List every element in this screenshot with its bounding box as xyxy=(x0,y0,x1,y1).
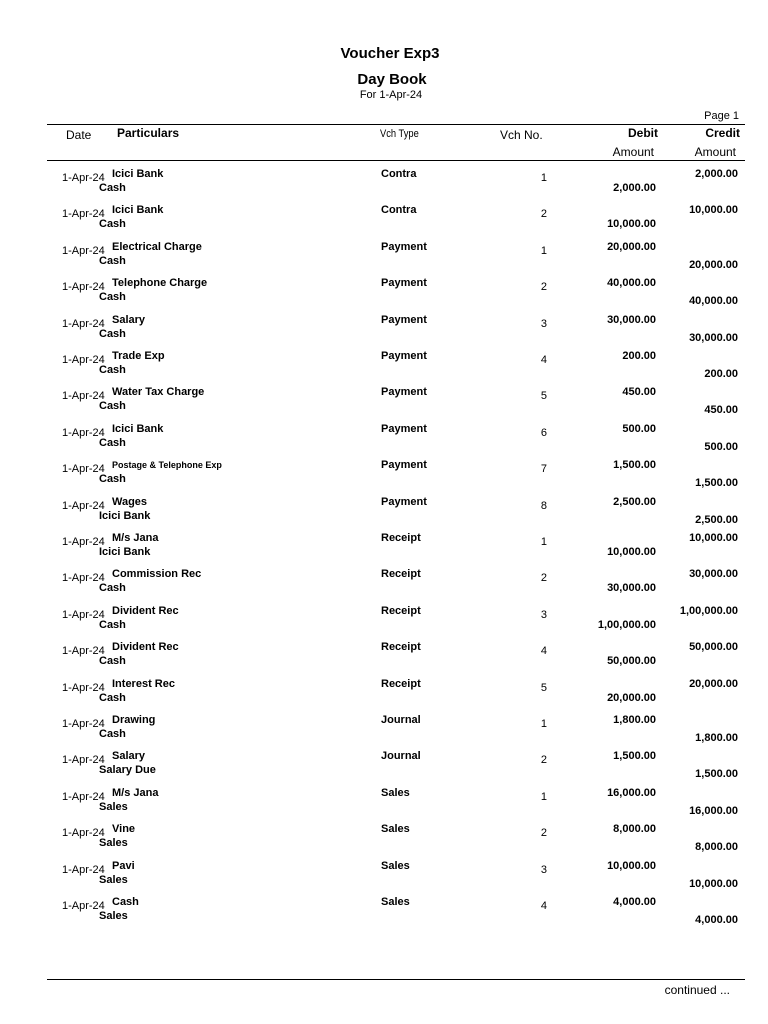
entry-vch-no: 4 xyxy=(540,900,547,912)
entry-date: 1-Apr-24 xyxy=(62,827,105,840)
entry-vch-type: Payment xyxy=(381,386,427,399)
entry-contra-account: Cash xyxy=(99,218,126,231)
voucher-entry xyxy=(0,384,768,420)
entry-debit: 500.00 xyxy=(622,422,656,435)
entry-debit: 1,500.00 xyxy=(613,459,656,472)
footer-rule xyxy=(47,979,745,980)
entry-vch-type: Receipt xyxy=(381,568,421,581)
voucher-entry xyxy=(0,457,768,493)
entry-vch-no: 2 xyxy=(540,827,547,840)
entry-credit: 10,000.00 xyxy=(689,204,738,217)
report-period: For 1-Apr-24 xyxy=(359,89,423,101)
entry-vch-type: Payment xyxy=(381,459,427,472)
col-vch-type-header: Vch Type xyxy=(380,128,419,140)
entry-date: 1-Apr-24 xyxy=(62,208,105,221)
entry-contra-account: Cash xyxy=(99,436,126,449)
entry-date: 1-Apr-24 xyxy=(62,536,105,548)
entry-vch-no: 1 xyxy=(540,536,547,548)
entry-vch-no: 4 xyxy=(540,354,547,366)
entry-debit: 8,000.00 xyxy=(613,823,656,836)
entry-date: 1-Apr-24 xyxy=(62,900,105,912)
voucher-entry xyxy=(0,566,768,602)
entry-date: 1-Apr-24 xyxy=(62,426,105,439)
voucher-entry xyxy=(0,785,768,821)
entry-account: Postage & Telephone Exp xyxy=(112,460,222,471)
entry-contra-credit: 10,000.00 xyxy=(689,877,738,890)
entry-account: Salary xyxy=(112,313,146,326)
voucher-entry xyxy=(0,894,768,930)
entry-debit: 4,000.00 xyxy=(613,896,656,908)
entry-debit: 450.00 xyxy=(622,386,656,399)
entry-contra-credit: 20,000.00 xyxy=(689,258,738,271)
entry-contra-credit: 30,000.00 xyxy=(689,331,738,344)
entry-contra-account: Cash xyxy=(99,582,126,595)
report-title: Day Book xyxy=(357,71,427,88)
entry-contra-account: Sales xyxy=(99,837,128,850)
voucher-entry xyxy=(0,202,768,238)
entry-vch-type: Receipt xyxy=(381,677,421,690)
entry-vch-no: 3 xyxy=(540,317,547,330)
entry-account: Trade Exp xyxy=(112,350,165,362)
entry-vch-type: Receipt xyxy=(381,532,421,544)
entry-account: Cash xyxy=(112,896,139,908)
entry-vch-type: Receipt xyxy=(381,604,421,617)
entry-date: 1-Apr-24 xyxy=(62,754,105,767)
entry-contra-debit: 50,000.00 xyxy=(607,655,656,668)
entry-vch-type: Payment xyxy=(381,313,427,326)
voucher-entry xyxy=(0,639,768,675)
entry-date: 1-Apr-24 xyxy=(62,681,105,694)
entry-account: Pavi xyxy=(112,859,135,872)
entry-contra-debit: 2,000.00 xyxy=(613,182,656,194)
col-credit-subheader: Amount xyxy=(694,145,736,159)
voucher-entry xyxy=(0,312,768,348)
entry-contra-debit: 1,00,000.00 xyxy=(597,618,656,631)
page-number: Page 1 xyxy=(704,110,739,122)
voucher-entry xyxy=(0,421,768,457)
entry-contra-account: Cash xyxy=(99,400,126,413)
entry-contra-debit: 10,000.00 xyxy=(607,218,656,231)
entry-debit: 2,500.00 xyxy=(613,495,656,508)
entry-contra-account: Cash xyxy=(99,291,126,304)
entry-account: M/s Jana xyxy=(112,532,159,544)
entry-vch-type: Sales xyxy=(381,786,410,799)
entry-contra-account: Icici Bank xyxy=(99,546,151,558)
entry-vch-type: Payment xyxy=(381,350,427,362)
entry-contra-credit: 500.00 xyxy=(704,440,738,453)
entry-credit: 50,000.00 xyxy=(689,641,738,654)
entry-contra-account: Cash xyxy=(99,691,126,704)
entry-date: 1-Apr-24 xyxy=(62,608,105,621)
entry-vch-type: Sales xyxy=(381,859,410,872)
entry-account: Telephone Charge xyxy=(112,277,208,290)
entry-date: 1-Apr-24 xyxy=(62,390,105,403)
entry-account: Commission Rec xyxy=(112,568,202,581)
entry-account: Electrical Charge xyxy=(112,240,202,253)
entry-contra-account: Sales xyxy=(99,800,128,813)
entry-vch-type: Journal xyxy=(381,714,421,726)
entry-vch-no: 4 xyxy=(540,645,547,658)
voucher-entry xyxy=(0,166,768,202)
entry-date: 1-Apr-24 xyxy=(62,790,105,803)
entry-debit: 16,000.00 xyxy=(607,786,656,799)
entry-date: 1-Apr-24 xyxy=(62,863,105,876)
entry-vch-no: 2 xyxy=(540,572,547,585)
entry-date: 1-Apr-24 xyxy=(62,244,105,257)
header-top-rule xyxy=(47,124,745,125)
entry-contra-account: Cash xyxy=(99,728,126,740)
entry-date: 1-Apr-24 xyxy=(62,463,105,476)
continued-note: continued ... xyxy=(664,983,730,997)
entry-account: Divident Rec xyxy=(112,604,179,617)
entry-debit: 200.00 xyxy=(622,350,656,362)
entry-debit: 1,800.00 xyxy=(613,714,656,726)
entry-credit: 1,00,000.00 xyxy=(679,604,738,617)
entry-contra-account: Cash xyxy=(99,364,126,376)
entry-credit: 20,000.00 xyxy=(689,677,738,690)
entry-contra-account: Salary Due xyxy=(99,764,156,777)
col-date-header: Date xyxy=(66,128,92,142)
entry-contra-debit: 10,000.00 xyxy=(607,546,656,558)
col-particulars-header: Particulars xyxy=(117,126,180,140)
entry-account: M/s Jana xyxy=(112,786,159,799)
entry-vch-no: 6 xyxy=(540,426,547,439)
entry-date: 1-Apr-24 xyxy=(62,172,105,184)
entry-account: Wages xyxy=(112,495,148,508)
voucher-entry xyxy=(0,748,768,784)
entry-vch-no: 1 xyxy=(540,718,547,730)
voucher-entry xyxy=(0,494,768,530)
entry-vch-no: 1 xyxy=(540,244,547,257)
entry-date: 1-Apr-24 xyxy=(62,718,105,730)
entry-contra-account: Sales xyxy=(99,873,128,886)
entry-vch-no: 2 xyxy=(540,208,547,221)
entry-contra-credit: 4,000.00 xyxy=(695,914,738,926)
entry-contra-credit: 1,500.00 xyxy=(695,768,738,781)
entry-vch-type: Journal xyxy=(381,750,421,763)
entry-date: 1-Apr-24 xyxy=(62,317,105,330)
voucher-entry xyxy=(0,348,768,384)
entry-date: 1-Apr-24 xyxy=(62,499,105,512)
entry-contra-credit: 8,000.00 xyxy=(695,841,738,854)
entry-contra-credit: 40,000.00 xyxy=(689,295,738,308)
entry-account: Icici Bank xyxy=(112,168,164,180)
entry-account: Icici Bank xyxy=(112,204,164,217)
col-debit-header: Debit xyxy=(628,126,658,140)
entry-credit: 10,000.00 xyxy=(689,532,738,544)
entry-contra-debit: 30,000.00 xyxy=(607,582,656,595)
entry-account: Divident Rec xyxy=(112,641,179,654)
entry-contra-credit: 1,800.00 xyxy=(695,732,738,744)
voucher-entry xyxy=(0,603,768,639)
entry-contra-account: Cash xyxy=(99,655,126,668)
col-vch-no-header: Vch No. xyxy=(500,128,543,142)
entry-contra-credit: 2,500.00 xyxy=(695,513,738,526)
entry-vch-type: Receipt xyxy=(381,641,421,654)
voucher-entry xyxy=(0,712,768,748)
entry-date: 1-Apr-24 xyxy=(62,572,105,585)
header-bottom-rule xyxy=(47,160,745,161)
entry-credit: 2,000.00 xyxy=(695,168,738,180)
entry-contra-credit: 1,500.00 xyxy=(695,477,738,490)
entry-contra-account: Icici Bank xyxy=(99,509,151,522)
entry-vch-no: 1 xyxy=(540,172,547,184)
entry-debit: 1,500.00 xyxy=(613,750,656,763)
col-debit-subheader: Amount xyxy=(612,145,654,159)
entry-vch-type: Payment xyxy=(381,495,427,508)
entry-vch-no: 3 xyxy=(540,608,547,621)
entry-vch-type: Contra xyxy=(381,168,417,180)
voucher-entry xyxy=(0,676,768,712)
col-credit-header: Credit xyxy=(705,126,740,140)
entry-account: Interest Rec xyxy=(112,677,175,690)
entry-date: 1-Apr-24 xyxy=(62,281,105,294)
entry-account: Water Tax Charge xyxy=(112,386,205,399)
voucher-entry xyxy=(0,821,768,857)
entry-vch-no: 7 xyxy=(540,463,547,476)
entry-account: Salary xyxy=(112,750,146,763)
entry-vch-no: 3 xyxy=(540,863,547,876)
entry-vch-type: Sales xyxy=(381,896,410,908)
entry-vch-type: Payment xyxy=(381,277,427,290)
entry-contra-debit: 20,000.00 xyxy=(607,691,656,704)
entry-contra-credit: 16,000.00 xyxy=(689,804,738,817)
entry-vch-no: 1 xyxy=(540,790,547,803)
voucher-entry xyxy=(0,858,768,894)
company-name: Voucher Exp3 xyxy=(340,45,440,62)
entry-vch-type: Payment xyxy=(381,422,427,435)
entry-vch-type: Contra xyxy=(381,204,417,217)
entry-vch-no: 5 xyxy=(540,681,547,694)
entry-vch-no: 2 xyxy=(540,754,547,767)
entry-vch-no: 5 xyxy=(540,390,547,403)
voucher-entry xyxy=(0,239,768,275)
entry-debit: 40,000.00 xyxy=(607,277,656,290)
entry-vch-type: Sales xyxy=(381,823,410,836)
entry-account: Icici Bank xyxy=(112,422,164,435)
entry-account: Vine xyxy=(112,823,136,836)
entry-vch-no: 2 xyxy=(540,281,547,294)
entry-debit: 10,000.00 xyxy=(607,859,656,872)
entry-contra-account: Cash xyxy=(99,254,126,267)
entry-vch-no: 8 xyxy=(540,499,547,512)
entry-contra-credit: 450.00 xyxy=(704,404,738,417)
entry-debit: 20,000.00 xyxy=(607,240,656,253)
entry-account: Drawing xyxy=(112,714,156,726)
entry-debit: 30,000.00 xyxy=(607,313,656,326)
entry-contra-account: Sales xyxy=(99,910,128,922)
voucher-entry xyxy=(0,275,768,311)
entry-date: 1-Apr-24 xyxy=(62,354,105,366)
entry-date: 1-Apr-24 xyxy=(62,645,105,658)
entry-vch-type: Payment xyxy=(381,240,427,253)
entry-contra-account: Cash xyxy=(99,182,126,194)
entry-contra-account: Cash xyxy=(99,327,126,340)
entry-credit: 30,000.00 xyxy=(689,568,738,581)
entry-contra-credit: 200.00 xyxy=(704,368,738,380)
entry-contra-account: Cash xyxy=(99,473,126,486)
voucher-entry xyxy=(0,530,768,566)
entry-contra-account: Cash xyxy=(99,618,126,631)
